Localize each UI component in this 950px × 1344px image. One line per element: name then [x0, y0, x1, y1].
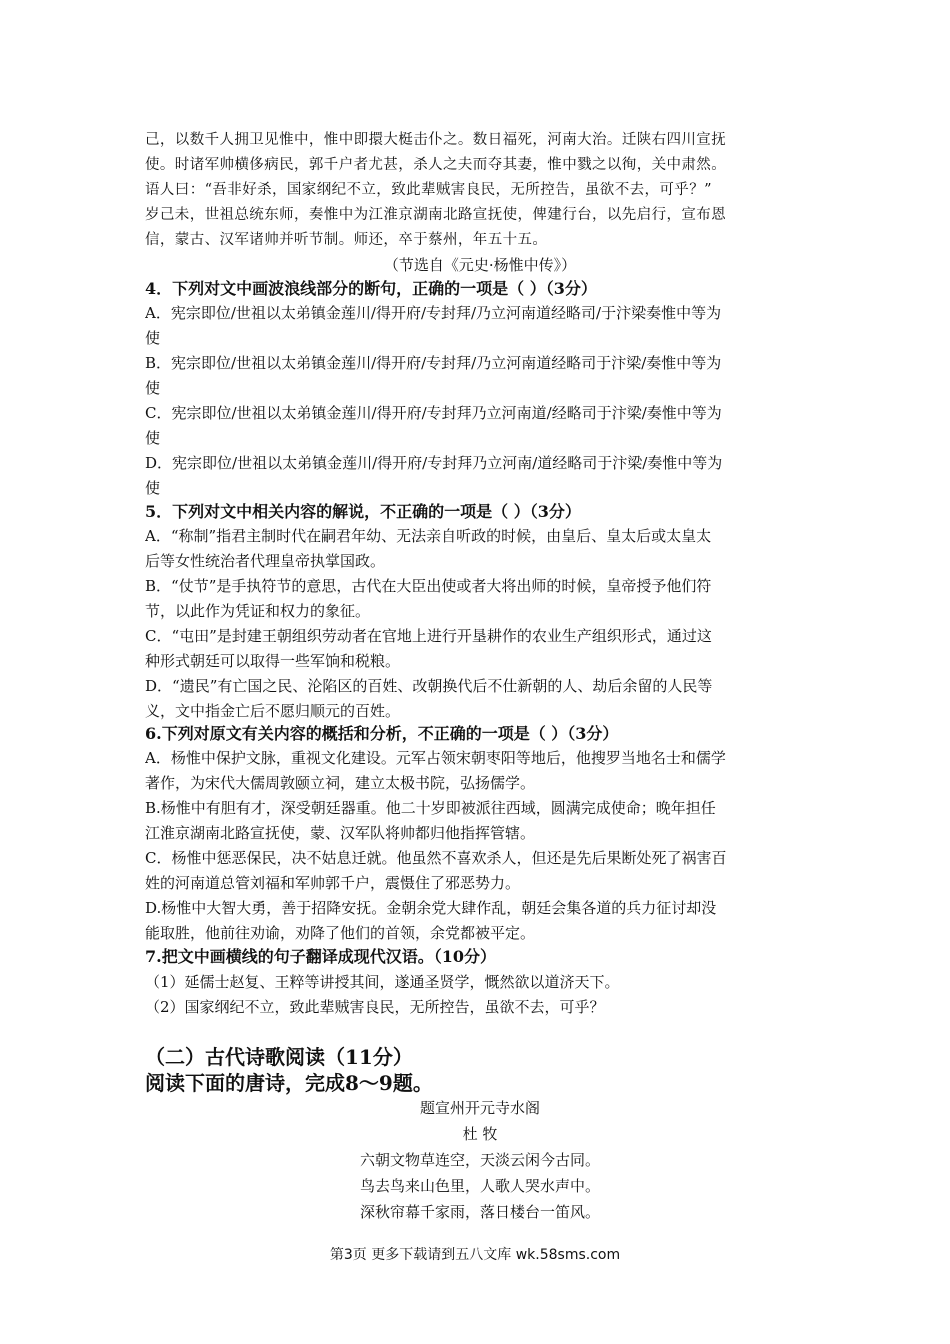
q4-option-line: A．宪宗即位/世祖以太弟镇金莲川/得开府/专封拜/乃立河南道经略司/于汴梁奏惟中等为: [145, 304, 722, 322]
q6-option-line: B.杨惟中有胆有才，深受朝廷器重。他二十岁即被派往西域，圆满完成使命；晚年担任: [145, 799, 716, 817]
passage-line: 岁己未，世祖总统东师，奏惟中为江淮京湖南北路宣抚使，俾建行台，以先启行，宣布恩: [145, 207, 727, 223]
q4-option-line: B．宪宗即位/世祖以太弟镇金莲川/得开府/专封拜/乃立河南道经略司于汴梁/奏惟中等为: [145, 354, 722, 372]
q4-option-line: 使: [145, 429, 161, 447]
q7-sentence: （1）延儒士赵复、王粹等讲授其间，遂通圣贤学，慨然欲以道济天下。: [145, 973, 620, 991]
q4-option-line: 使: [145, 479, 161, 497]
page-footer: 第3页 更多下载请到五八文库 wk.58sms.com: [329, 1247, 621, 1263]
passage-line: 语人曰：“吾非好杀，国家纲纪不立，致此辈贼害良民，无所控告，虽欲不去，可乎？”: [145, 182, 712, 198]
q4-option-line: 使: [145, 379, 161, 397]
q5-option-line: 义，文中指金亡后不愿归顺元的百姓。: [145, 702, 401, 720]
q6-option-line: 姓的河南道总管刘福和军帅郭千户，震慑住了邪恶势力。: [145, 874, 521, 892]
q5-option-line: 种形式朝廷可以取得一些军饷和税粮。: [145, 652, 401, 670]
question-4-title: 4．下列对文中画波浪线部分的断句，正确的一项是（ ）（3分）: [145, 279, 597, 298]
poem-author: 杜 牧: [462, 1125, 498, 1143]
q5-option-line: B．“仗节”是手执符节的意思，古代在大臣出使或者大将出师的时候，皇帝授予他们符: [145, 577, 712, 595]
poem-line: 六朝文物草连空，天淡云闲今古同。: [359, 1151, 600, 1169]
q6-option-line: 著作，为宋代大儒周敦颐立祠，建立太极书院，弘扬儒学。: [145, 774, 536, 792]
section-instruction: 阅读下面的唐诗，完成8～9题。: [145, 1071, 433, 1095]
source-citation: （节选自《元史·杨惟中传》）: [383, 256, 577, 274]
poem-line: 鸟去鸟来山色里，人歌人哭水声中。: [359, 1177, 600, 1195]
q6-option-line: 江淮京湖南北路宣抚使，蒙、汉军队将帅都归他指挥管辖。: [145, 824, 536, 842]
poem-line: 深秋帘幕千家雨，落日楼台一笛风。: [359, 1203, 600, 1221]
q6-option-line: D.杨惟中大智大勇，善于招降安抚。金朝余党大肆作乱，朝廷会集各道的兵力征讨却没: [145, 899, 717, 917]
q5-option-line: A．“称制”指君主制时代在嗣君年幼、无法亲自听政的时候，由皇后、皇太后或太皇太: [145, 527, 712, 545]
q6-option-line: C．杨惟中惩恶保民，决不姑息迁就。他虽然不喜欢杀人，但还是先后果断处死了祸害百: [145, 849, 727, 867]
question-6-title: 6.下列对原文有关内容的概括和分析，不正确的一项是（ ）（3分）: [145, 724, 619, 743]
q6-option-line: 能取胜，他前往劝谕，劝降了他们的首领，余党都被平定。: [145, 924, 536, 942]
q5-option-line: 后等女性统治者代理皇帝执掌国政。: [145, 552, 386, 570]
passage-line: 己，以数千人拥卫见惟中，惟中即擐大梃击仆之。数日福死，河南大治。迁陕右四川宣抚: [145, 132, 727, 148]
q4-option-line: C．宪宗即位/世祖以太弟镇金莲川/得开府/专封拜乃立河南道/经略司于汴梁/奏惟中等为: [145, 404, 722, 422]
q5-option-line: C．“屯田”是封建王朝组织劳动者在官地上进行开垦耕作的农业生产组织形式，通过这: [145, 627, 712, 645]
passage-line: 使。时诸军帅横侈病民，郭千户者尤甚，杀人之夫而夺其妻，惟中戮之以徇，关中肃然。: [145, 157, 727, 173]
q4-option-line: D．宪宗即位/世祖以太弟镇金莲川/得开府/专封拜乃立河南/道经略司于汴梁/奏惟中等为: [145, 454, 723, 472]
q4-option-line: 使: [145, 329, 161, 347]
section-heading: （二）古代诗歌阅读（11分）: [145, 1045, 413, 1069]
q5-option-line: D．“遗民”有亡国之民、沦陷区的百姓、改朝换代后不仕新朝的人、劫后余留的人民等: [145, 677, 713, 695]
poem-title: 题宣州开元寺水阁: [419, 1099, 540, 1117]
q7-sentence: （2）国家纲纪不立，致此辈贼害良民，无所控告，虽欲不去，可乎？: [145, 998, 605, 1016]
question-7-title: 7.把文中画横线的句子翻译成现代汉语。（10分）: [145, 947, 496, 966]
question-5-title: 5．下列对文中相关内容的解说，不正确的一项是（ ）（3分）: [145, 502, 581, 521]
passage-line: 信，蒙古、汉军诸帅并听节制。师还，卒于蔡州，年五十五。: [145, 232, 548, 248]
q5-option-line: 节，以此作为凭证和权力的象征。: [145, 602, 371, 620]
q6-option-line: A．杨惟中保护文脉，重视文化建设。元军占领宋朝枣阳等地后，他搜罗当地名士和儒学: [145, 749, 726, 767]
